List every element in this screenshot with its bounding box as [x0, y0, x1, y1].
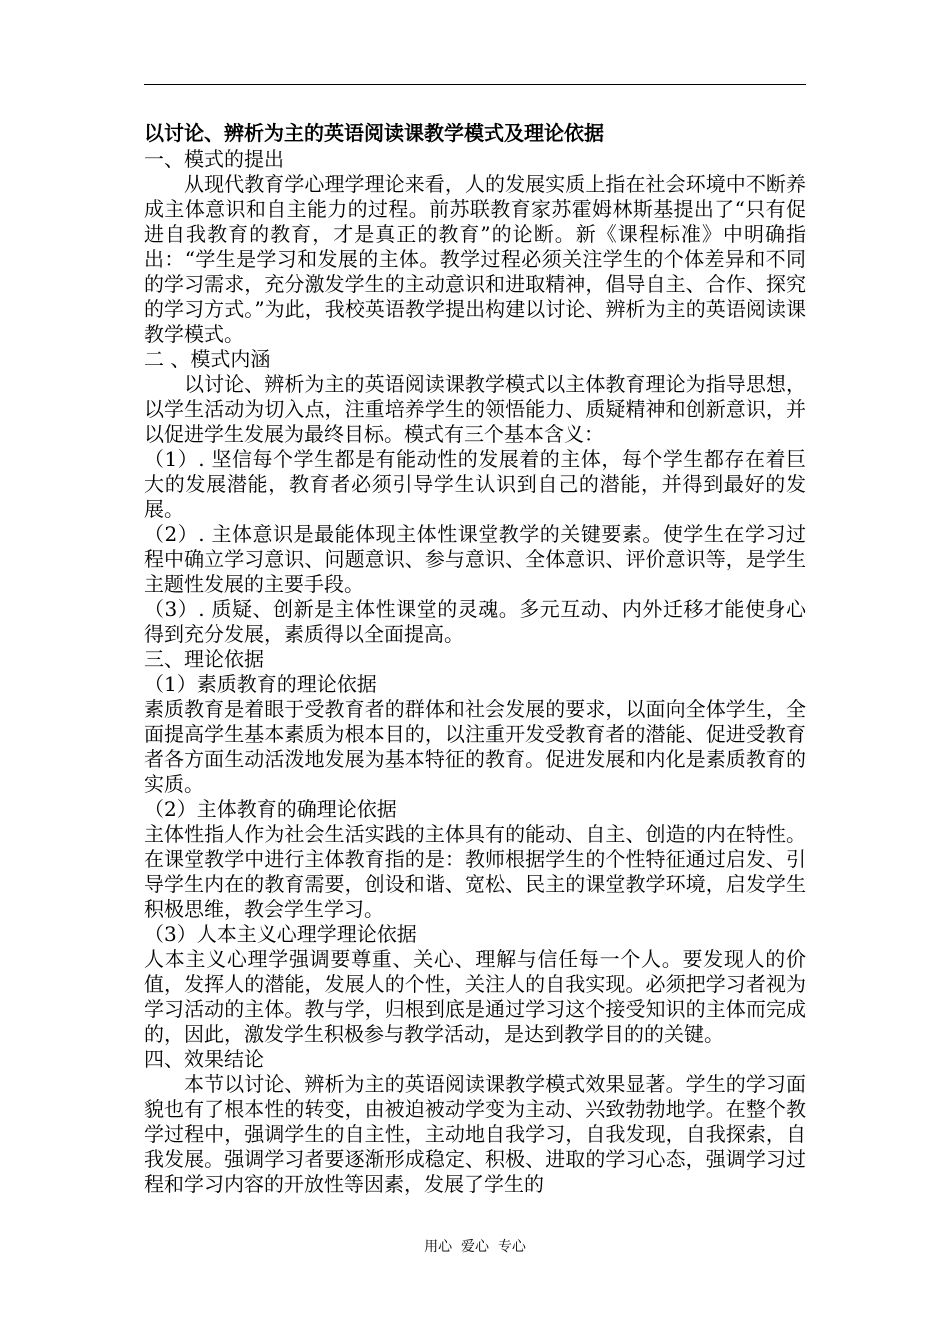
subsection-heading: （1）素质教育的理论依据	[144, 672, 377, 696]
document-body	[144, 120, 806, 1197]
paragraph: 人本主义心理学强调要尊重、关心、理解与信任每一个人。要发现人的价值，发挥人的潜能，发展人的个性，关注人的自我实现。必须把学习者视为学习活动的主体。教与学，归根到底是通过学习这个接受知识的主体而完成的，因此，激发学生积极参与教学活动，是达到教学目的的关键。	[144, 947, 806, 1046]
section-heading: 四、效果结论	[144, 1047, 264, 1071]
section-heading: 二 、模式内涵	[144, 347, 271, 371]
list-item: （3）. 质疑、创新是主体性课堂的灵魂。多元互动、内外迁移才能使身心得到充分发展，素质得以全面提高。	[144, 597, 806, 646]
list-item: （2）. 主体意识是最能体现主体性课堂教学的关键要素。使学生在学习过程中确立学习意识、问题意识、参与意识、全体意识、评价意识等，是学生主题性发展的主要手段。	[144, 522, 806, 596]
section-2	[144, 347, 806, 647]
paragraph: 本节以讨论、辨析为主的英语阅读课教学模式效果显著。学生的学习面貌也有了根本性的转变，由被迫被动学变为主动、兴致勃勃地学。在整个教学过程中，强调学生的自主性，主动地自我学习，自我发现，自我探索，自我发展。强调学习者要逐渐形成稳定、积极、进取的学习心态，强调学习过程和学习内容的开放性等因素，发展了学生的	[144, 1072, 806, 1196]
section-1	[144, 147, 806, 347]
header-rule	[144, 84, 806, 85]
subsection-heading: （3）人本主义心理学理论依据	[144, 922, 417, 946]
section-3	[144, 647, 806, 1047]
list-item: （1）. 坚信每个学生都是有能动性的发展着的主体，每个学生都存在着巨大的发展潜能，教育者必须引导学生认识到自己的潜能，并得到最好的发展。	[144, 447, 806, 521]
subsection-heading: （2）主体教育的确理论依据	[144, 797, 397, 821]
section-heading: 一、模式的提出	[144, 147, 284, 171]
document-title: 以讨论、辨析为主的英语阅读课教学模式及理论依据	[144, 121, 604, 145]
section-heading: 三、理论依据	[144, 647, 264, 671]
paragraph: 主体性指人作为社会生活实践的主体具有的能动、自主、创造的内在特性。在课堂教学中进行主体教育指的是：教师根据学生的个性特征通过启发、引导学生内在的教育需要，创设和谐、宽松、民主的课堂教学环境，启发学生积极思维，教会学生学习。	[144, 822, 806, 921]
paragraph: 以讨论、辨析为主的英语阅读课教学模式以主体教育理论为指导思想，以学生活动为切入点，注重培养学生的领悟能力、质疑精神和创新意识，并以促进学生发展为最终目标。模式有三个基本含义：	[144, 372, 806, 446]
page-footer: 用心 爱心 专心	[424, 1239, 526, 1255]
section-4	[144, 1047, 806, 1197]
paragraph: 从现代教育学心理学理论来看，人的发展实质上指在社会环境中不断养成主体意识和自主能力的过程。前苏联教育家苏霍姆林斯基提出了“只有促进自我教育的教育，才是真正的教育”的论断。新《课程标准》中明确指出：“学生是学习和发展的主体。教学过程必须关注学生的个体差异和不同的学习需求，充分激发学生的主动意识和进取精神，倡导自主、合作、探究的学习方式。”为此，我校英语教学提出构建以讨论、辨析为主的英语阅读课教学模式。	[144, 172, 806, 346]
paragraph: 素质教育是着眼于受教育者的群体和社会发展的要求，以面向全体学生，全面提高学生基本素质为根本目的，以注重开发受教育者的潜能、促进受教育者各方面生动活泼地发展为基本特征的教育。促进发展和内化是素质教育的实质。	[144, 697, 806, 796]
